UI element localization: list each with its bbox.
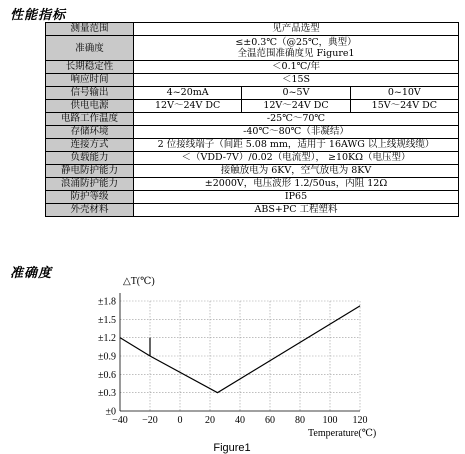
spec-value: 4~20mA [134, 87, 242, 100]
spec-value: 2 位接线端子（间距 5.08 mm，适用于 16AWG 以上线规线缆） [134, 139, 459, 152]
spec-value: 15V～24V DC [350, 100, 458, 113]
y-tick-label: ±1.2 [98, 333, 116, 345]
spec-row [46, 100, 459, 113]
x-tick-label: 20 [205, 415, 215, 426]
accuracy-chart [0, 270, 465, 454]
spec-value: 0~5V [242, 87, 350, 100]
spec-label: 防护等级 [46, 191, 134, 204]
y-axis-label: △T(℃) [123, 276, 155, 287]
y-tick-label: ±0.3 [98, 388, 116, 400]
x-tick-label: 60 [265, 415, 275, 426]
spec-value: -25℃～70℃ [134, 113, 459, 126]
spec-label: 测量范围 [46, 23, 134, 36]
spec-row [46, 74, 459, 87]
spec-value: ＜（VDD-7V）/0.02（电流型）， ≥10KΩ（电压型） [134, 152, 459, 165]
spec-label: 信号输出 [46, 87, 134, 100]
x-tick-label: 40 [235, 415, 245, 426]
spec-label: 长期稳定性 [46, 61, 134, 74]
x-axis-label: Temperature(℃) [308, 428, 377, 439]
spec-value: -40℃～80℃（非凝结） [134, 126, 459, 139]
y-tick-label: ±0.6 [98, 369, 116, 381]
spec-label: 负载能力 [46, 152, 134, 165]
section-title-performance: 性能指标 [10, 8, 67, 23]
spec-value: ABS+PC 工程塑料 [134, 204, 459, 217]
spec-value: ≤±0.3℃（@25℃，典型） 全温范围准确度见 Figure1 [134, 36, 459, 61]
y-tick-label: ±1.5 [98, 314, 116, 326]
y-tick-label: ±0.9 [98, 351, 116, 363]
x-tick-label: 80 [295, 415, 305, 426]
spec-row [46, 165, 459, 178]
spec-value: 0~10V [350, 87, 458, 100]
spec-label: 电路工作温度 [46, 113, 134, 126]
spec-row [46, 178, 459, 191]
x-tick-label: 100 [322, 415, 338, 426]
spec-label: 静电防护能力 [46, 165, 134, 178]
spec-value: 12V～24V DC [134, 100, 242, 113]
x-tick-label: 120 [352, 415, 368, 426]
chart-grid [120, 301, 360, 411]
spec-row [46, 152, 459, 165]
spec-value: ±2000V，电压波形 1.2/50us，内阻 12Ω [134, 178, 459, 191]
spec-label: 连接方式 [46, 139, 134, 152]
spec-value: ＜15S [134, 74, 459, 87]
chart-ticks [98, 297, 368, 427]
spec-row [46, 139, 459, 152]
section-title-accuracy: 准确度 [10, 266, 53, 281]
spec-row [46, 113, 459, 126]
spec-label: 外壳材料 [46, 204, 134, 217]
spec-row [46, 126, 459, 139]
spec-value: 见产品选型 [134, 23, 459, 36]
spec-value: 接触放电为 6KV，空气放电为 8KV [134, 165, 459, 178]
y-tick-label: ±0 [105, 406, 116, 418]
spec-value: IP65 [134, 191, 459, 204]
spec-row [46, 204, 459, 217]
figure-caption: Figure1 [213, 442, 251, 454]
spec-row [46, 61, 459, 74]
x-tick-label: −40 [112, 415, 128, 426]
spec-row [46, 191, 459, 204]
spec-label: 响应时间 [46, 74, 134, 87]
spec-row [46, 87, 459, 100]
y-tick-label: ±1.8 [98, 296, 116, 308]
x-tick-label: −20 [142, 415, 158, 426]
spec-value: ＜0.1℃/年 [134, 61, 459, 74]
x-tick-label: 0 [177, 415, 183, 426]
spec-label: 浪涌防护能力 [46, 178, 134, 191]
spec-row [46, 23, 459, 36]
spec-row [46, 36, 459, 61]
spec-value: 12V～24V DC [242, 100, 350, 113]
spec-table [45, 22, 459, 217]
spec-label: 准确度 [46, 36, 134, 61]
spec-label: 存储环境 [46, 126, 134, 139]
spec-label: 供电电源 [46, 100, 134, 113]
